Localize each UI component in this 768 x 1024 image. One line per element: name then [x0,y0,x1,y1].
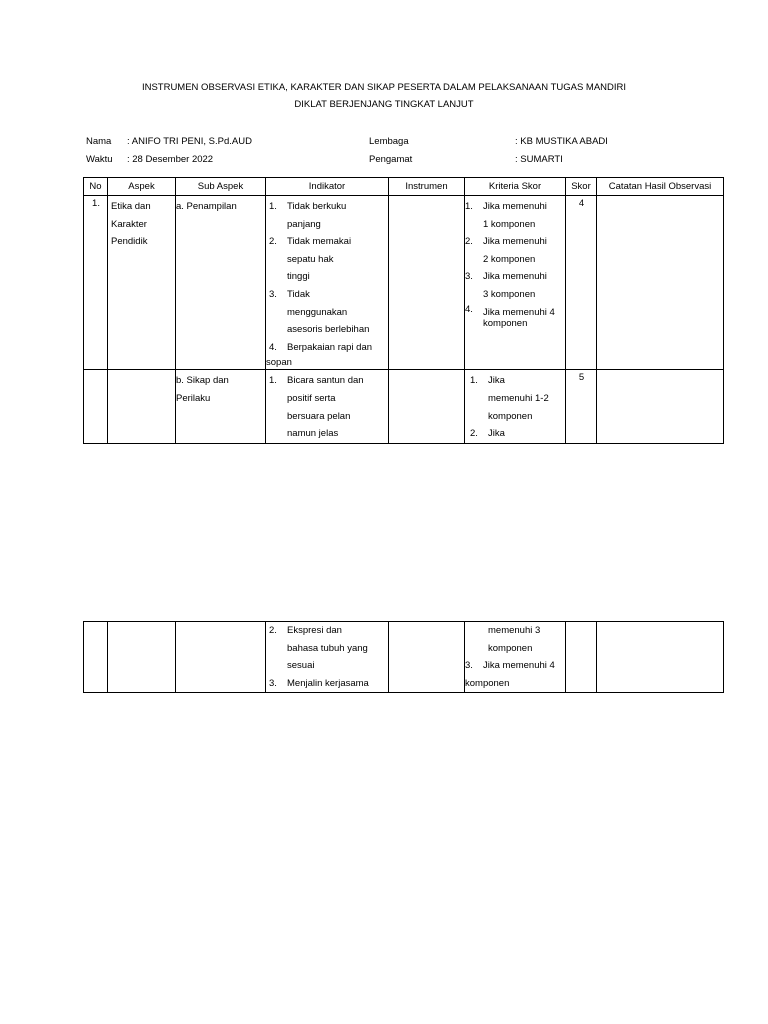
indikator-tail: sopan [266,357,292,369]
pengamat-value: : SUMARTI [515,154,563,165]
nama-label: Nama [86,136,112,147]
cell-no [84,622,108,693]
list-item: 1. Jika memenuhi 1-2 komponen [470,375,549,422]
cell-no [84,370,108,443]
sub-aspek-line: b. Sikap dan [176,375,229,387]
header-instrumen: Instrumen [389,178,465,196]
kriteria-lead: memenuhi 3 komponen [488,625,541,654]
header-kriteria-skor: Kriteria Skor [465,178,566,196]
cell-sub-aspek [176,622,266,693]
cell-indikator [266,370,389,443]
table-row [84,370,724,443]
aspek-line: Etika dan [111,201,151,212]
sub-aspek-label: a. Penampilan [176,201,237,212]
list-item: 3. Jika memenuhi 4 [465,660,555,672]
list-item: 1. Bicara santun dan positif serta bersuara pelan namun jelas [269,375,364,440]
cell-indikator [266,196,389,370]
cell-kriteria [465,196,566,370]
cell-skor: 5 [566,370,597,443]
cell-kriteria [465,622,566,693]
table-row [84,622,724,693]
list-item: 2. Ekspresi dan bahasa tubuh yang sesuai [269,625,368,672]
cell-aspek [108,370,176,443]
kriteria-tail: komponen [465,677,510,689]
document-subtitle: DIKLAT BERJENJANG TINGKAT LANJUT [294,99,474,110]
waktu-label: Waktu [86,154,113,165]
header-catatan: Catatan Hasil Observasi [597,178,724,196]
list-item: 3. Tidak menggunakan asesoris berlebihan [269,288,370,336]
cell-catatan [597,622,724,693]
sub-aspek-line: Perilaku [176,392,211,404]
lembaga-value: : KB MUSTIKA ABADI [515,136,608,147]
cell-sub-aspek [176,196,266,370]
list-item: 3. Jika memenuhi 3 komponen [465,271,547,300]
cell-skor [566,622,597,693]
cell-sub-aspek [176,370,266,443]
cell-aspek [108,622,176,693]
cell-catatan [597,196,724,370]
list-item: 3. Menjalin kerjasama [269,677,369,689]
cell-aspek [108,196,176,370]
list-item: 2. Tidak memakai sepatu hak tinggi [269,236,352,283]
list-item: 4. Berpakaian rapi dan [269,341,373,353]
observation-table-continued [83,621,724,693]
cell-no: 1. [84,196,108,370]
cell-catatan [597,370,724,443]
list-item: 1. Tidak berkuku panjang [269,201,347,230]
header-sub-aspek: Sub Aspek [176,178,266,196]
header-skor: Skor [566,178,597,196]
header-aspek: Aspek [108,178,176,196]
list-item: 1. Jika memenuhi 1 komponen [465,201,547,230]
cell-instrumen [389,370,465,443]
aspek-line: Pendidik [111,236,148,248]
header-no: No [84,178,108,196]
lembaga-label: Lembaga [369,136,409,147]
list-item: 2. Jika memenuhi 2 komponen [465,236,547,265]
observation-table [83,177,724,444]
document-title: INSTRUMEN OBSERVASI ETIKA, KARAKTER DAN SIKAP PESERTA DALAM PELAKSANAAN TUGAS MANDIRI [141,82,627,93]
waktu-value: : 28 Desember 2022 [127,154,214,165]
table-row [84,196,724,370]
list-item: 4. Jika memenuhi 4 komponen [465,303,555,329]
cell-skor: 4 [566,196,597,370]
cell-instrumen [389,622,465,693]
cell-indikator [266,622,389,693]
cell-kriteria [465,370,566,443]
nama-value: : ANIFO TRI PENI, S.Pd.AUD [127,136,252,147]
pengamat-label: Pengamat [369,154,413,165]
cell-instrumen [389,196,465,370]
aspek-line: Karakter [111,218,147,230]
table-header-row [84,178,724,196]
list-item: 2. Jika [470,428,505,440]
header-indikator: Indikator [266,178,389,196]
